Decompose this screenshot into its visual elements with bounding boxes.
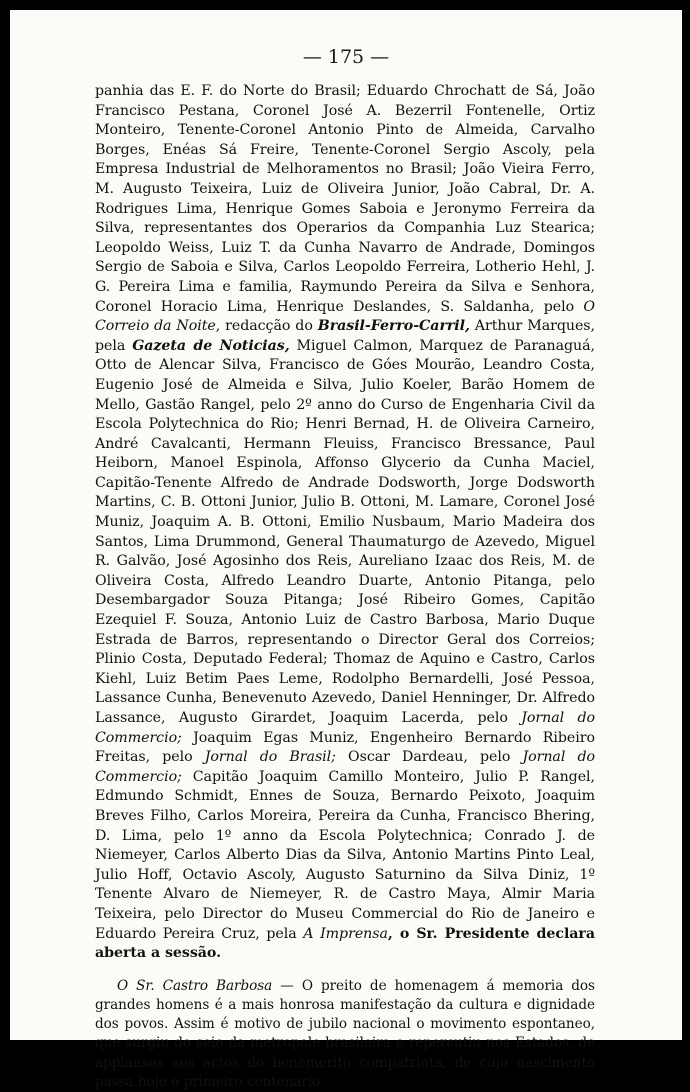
newspaper-title: Jornal do Commercio; [95, 710, 596, 746]
paragraph-attendees [95, 82, 595, 964]
speech-text: — O preito de homenagem á memoria dos grandes homens é a mais honrosa manifestação da cultura e dignidade dos povos. Assim é motivo de jubilo nacional o movimento espontaneo, que surgiu do seio da metropole brasileira e repercutiu nos Estados, de applausos aos actos do benemerito compatriota, de cujo nascimento passa hoje o primeiro centenario. [95, 977, 595, 1090]
newspaper-title: Brasil-Ferro-Carril, [317, 318, 470, 335]
paragraph-speech [95, 977, 595, 1092]
attendees-text-6: Oscar Dardeau, pelo [335, 749, 523, 766]
newspaper-title: A Imprensa [303, 925, 388, 942]
body-text [95, 82, 595, 1092]
newspaper-title: O Correio da Noite [95, 298, 595, 335]
attendees-text-3: Arthur Marques, pela [95, 318, 595, 354]
attendees-text-7: Capitão Joaquim Camillo Monteiro, Julio P. Rangel, Edmundo Schmidt, Ennes de Souza, Bernardo Peixoto, Joaquim Breves Filho, Carlos Moreira, Pereira da Cunha, Francisco Bhering, D. Lima, pelo 1º anno da Escola Polytechnica; Conrado J. de Niemeyer, Carlos Alberto Dias da Silva, Antonio Martins Pinto Leal, Julio Hoff, Octavio Ascoly, Augusto Saturnino da Silva Diniz, 1º Tenente Alvaro de Niemeyer, R. de Castro Maya, Almir Maria Teixeira, pelo Director do Museu Commercial do Rio de Janeiro e Eduardo Pereira Cruz, pela [95, 768, 595, 942]
session-opening-text: , o Sr. Presidente declara aberta a sessão. [95, 925, 595, 962]
attendees-text-5: Joaquim Egas Muniz, Engenheiro Bernardo Ribeiro Freitas, pelo [95, 729, 595, 766]
speaker-name: O Sr. Castro Barbosa [117, 977, 273, 994]
attendees-text-1: panhia das E. F. do Norte do Brasil; Eduardo Chrochatt de Sá, João Francisco Pestana, Coronel José A. Bezerril Fontenelle, Ortiz Monteiro, Tenente-Coronel Antonio Pinto de Almeida, Carvalho Borges, Enéas Sá Freire, Tenente-Coronel Sergio Ascoly, pela Empresa Industrial de Melhoramentos no Brasil; João Vieira Ferro, M. Augusto Teixeira, Luiz de Oliveira Junior, João Cabral, Dr. A. Rodrigues Lima, Henrique Gomes Saboia e Jeronymo Ferreira da Silva, representantes dos Operarios da Companhia Luz Stearica; Leopoldo Weiss, Luiz T. da Cunha Navarro de Andrade, Domingos Sergio de Saboia e Silva, Carlos Leopoldo Ferreira, Lotherio Hehl, J. G. Pereira Lima e familia, Raymundo Pereira da Silva e Senhora, Coronel Horacio Lima, Henrique Deslandes, S. Saldanha, pelo [95, 83, 595, 315]
attendees-text-2: , redacção do [215, 318, 318, 335]
newspaper-title: Gazeta de Noticias, [132, 337, 290, 354]
page-number: — 175 — [302, 46, 390, 68]
newspaper-title: Jornal do Commercio; [95, 749, 595, 785]
newspaper-title: Jornal do Brasil; [204, 749, 336, 766]
attendees-text-4: Miguel Calmon, Marquez de Paranaguá, Otto de Alencar Silva, Francisco de Góes Mourão, Leandro Costa, Eugenio José de Almeida e Silva, Julio Koeler, Barão Homem de Mello, Gastão Rangel, pelo 2º anno do Curso de Engenharia Civil da Escola Polytechnica do Rio; Henri Bernad, H. de Oliveira Carneiro, André Cavalcanti, Hermann Fleuiss, Francisco Bressance, Paul Heiborn, Manoel Espinola, Affonso Glycerio da Cunha Maciel, Capitão-Tenente Alfredo de Andrade Dodsworth, Jorge Dodsworth Martins, C. B. Ottoni Junior, Julio B. Ottoni, M. Lamare, Coronel José Muniz, Joaquim A. B. Ottoni, Emilio Nusbaum, Mario Madeira dos Santos, Lima Drummond, General Thaumaturgo de Azevedo, Miguel R. Galvão, José Agosinho dos Reis, Aureliano Izaac dos Reis, M. de Oliveira Costa, Alfredo Leandro Duarte, Antonio Pitanga, pelo Desembargador Souza Pitanga; José Ribeiro Gomes, Capitão Ezequiel F. Souza, Antonio Luiz de Castro Barbosa, Mario Duque Estrada de Barros, representando o Director Geral dos Correios; Plinio Costa, Deputado Federal; Thomaz de Aquino e Castro, Carlos Kiehl, Luiz Betim Paes Leme, Rodolpho Bernardelli, José Pessoa, Lassance Cunha, Benevenuto Azevedo, Daniel Henninger, Dr. Alfredo Lassance, Augusto Girardet, Joaquim Lacerda, pelo [95, 337, 595, 726]
document-page [10, 10, 682, 1090]
